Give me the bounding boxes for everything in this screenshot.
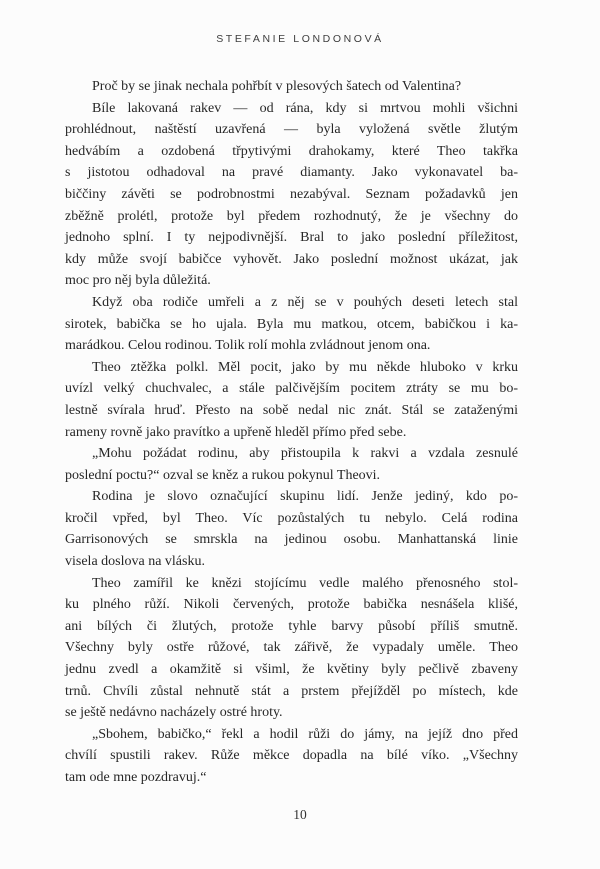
paragraph: [65, 443, 518, 486]
paragraph: [65, 486, 518, 572]
text-line: kročil vpřed, byl Theo. Víc pozůstalých tu nebylo. Celá rodina: [65, 510, 518, 526]
text-line: s jistotou odhadoval na pravé diamanty. Jako vykonavatel ba-: [65, 165, 518, 181]
text-line: uvízl velký chuchvalec, a stále palčivějším pocitem ztráty se mu bo-: [65, 381, 518, 397]
text-line: hedvábím a ozdobená třpytivými drahokamy, které Theo takřka: [65, 143, 518, 159]
paragraph: [65, 98, 518, 292]
text-line: visela doslova na vlásku.: [65, 554, 205, 570]
text-line: „Mohu požádat rodinu, aby přistoupila k rakvi a vzdala zesnulé: [92, 446, 518, 462]
paragraph: [65, 292, 518, 357]
running-header: STEFANIE LONDONOVÁ: [216, 33, 384, 45]
text-line: Bíle lakovaná rakev — od rána, kdy si mrtvou mohli všichni: [92, 100, 518, 116]
text-line: se ještě nedávno nacházely ostré hroty.: [65, 705, 283, 721]
text-line: Všechny byly ostře růžové, tak zářivě, že vypadaly uměle. Theo: [65, 640, 518, 656]
text-line: Rodina je slovo označující skupinu lidí. Jenže jediný, kdo po-: [92, 489, 518, 505]
paragraph: [65, 724, 518, 789]
text-line: ku plného růží. Nikoli červených, protože babička nesnášela klišé,: [65, 597, 518, 613]
paragraph: [65, 357, 518, 443]
text-line: tam ode mne pozdravuj.“: [65, 770, 207, 785]
text-line: jednoho splní. I ty nejpodivnější. Bral to jako poslední příležitost,: [65, 230, 518, 246]
text-line: prohlédnout, naštěstí uzavřená — byla vyložená světle žlutým: [65, 122, 518, 138]
text-line: Theo ztěžka polkl. Měl pocit, jako by mu někde hluboko v krku: [92, 359, 518, 375]
text-line: chvílí spustili rakev. Růže měkce dopadla na bílé víko. „Všechny: [65, 748, 518, 764]
text-line: rameny rovně jako pravítko a upřeně hleděl přímo před sebe.: [65, 424, 407, 440]
text-block: [65, 76, 518, 789]
text-line: sirotek, babička se ho ujala. Byla mu matkou, otcem, babičkou i ka-: [65, 316, 518, 332]
text-line: marádkou. Celou rodinou. Tolik rolí mohla zvládnout jenom ona.: [65, 338, 431, 354]
text-line: jednu zvedl a okamžitě si všiml, že květiny byly pečlivě zbaveny: [65, 662, 518, 678]
text-line: biččiny závěti se podrobnostmi nezabýval. Seznam požadavků jen: [65, 186, 518, 202]
text-line: poslední poctu?“ ozval se kněz a rukou pokynul Theovi.: [65, 467, 381, 483]
paragraph: [65, 76, 518, 98]
text-line: zběžně prolétl, protože byl předem rozhodnutý, že je všechny do: [65, 208, 518, 224]
text-line: Garrisonových se smrskla na jedinou osobu. Manhattanská linie: [65, 532, 518, 548]
text-line: kdy může svojí babičce vyhovět. Jako poslední možnost ukázat, jak: [65, 251, 518, 267]
page-number: 10: [293, 807, 307, 822]
text-line: Theo zamířil ke knězi stojícímu vedle malého přenosného stol-: [92, 575, 518, 591]
text-line: Když oba rodiče umřeli a z něj se v pouhých deseti letech stal: [92, 294, 518, 310]
text-line: Proč by se jinak nechala pohřbít v plesových šatech od Valentina?: [92, 79, 462, 94]
text-line: ani bílých či žlutých, protože tyhle barvy působí příliš smutně.: [65, 618, 518, 634]
text-line: trnů. Chvíli zůstal nehnutě stát a prstem přejížděl po místech, kde: [65, 683, 518, 699]
text-line: moc pro něj byla důležitá.: [65, 273, 211, 289]
text-line: „Sbohem, babičko,“ řekl a hodil růži do jámy, na jejíž dno před: [92, 726, 518, 742]
text-line: lestně svírala hruď. Přesto na sobě nedal nic znát. Stál se zataženými: [65, 402, 518, 418]
paragraph: [65, 573, 518, 724]
